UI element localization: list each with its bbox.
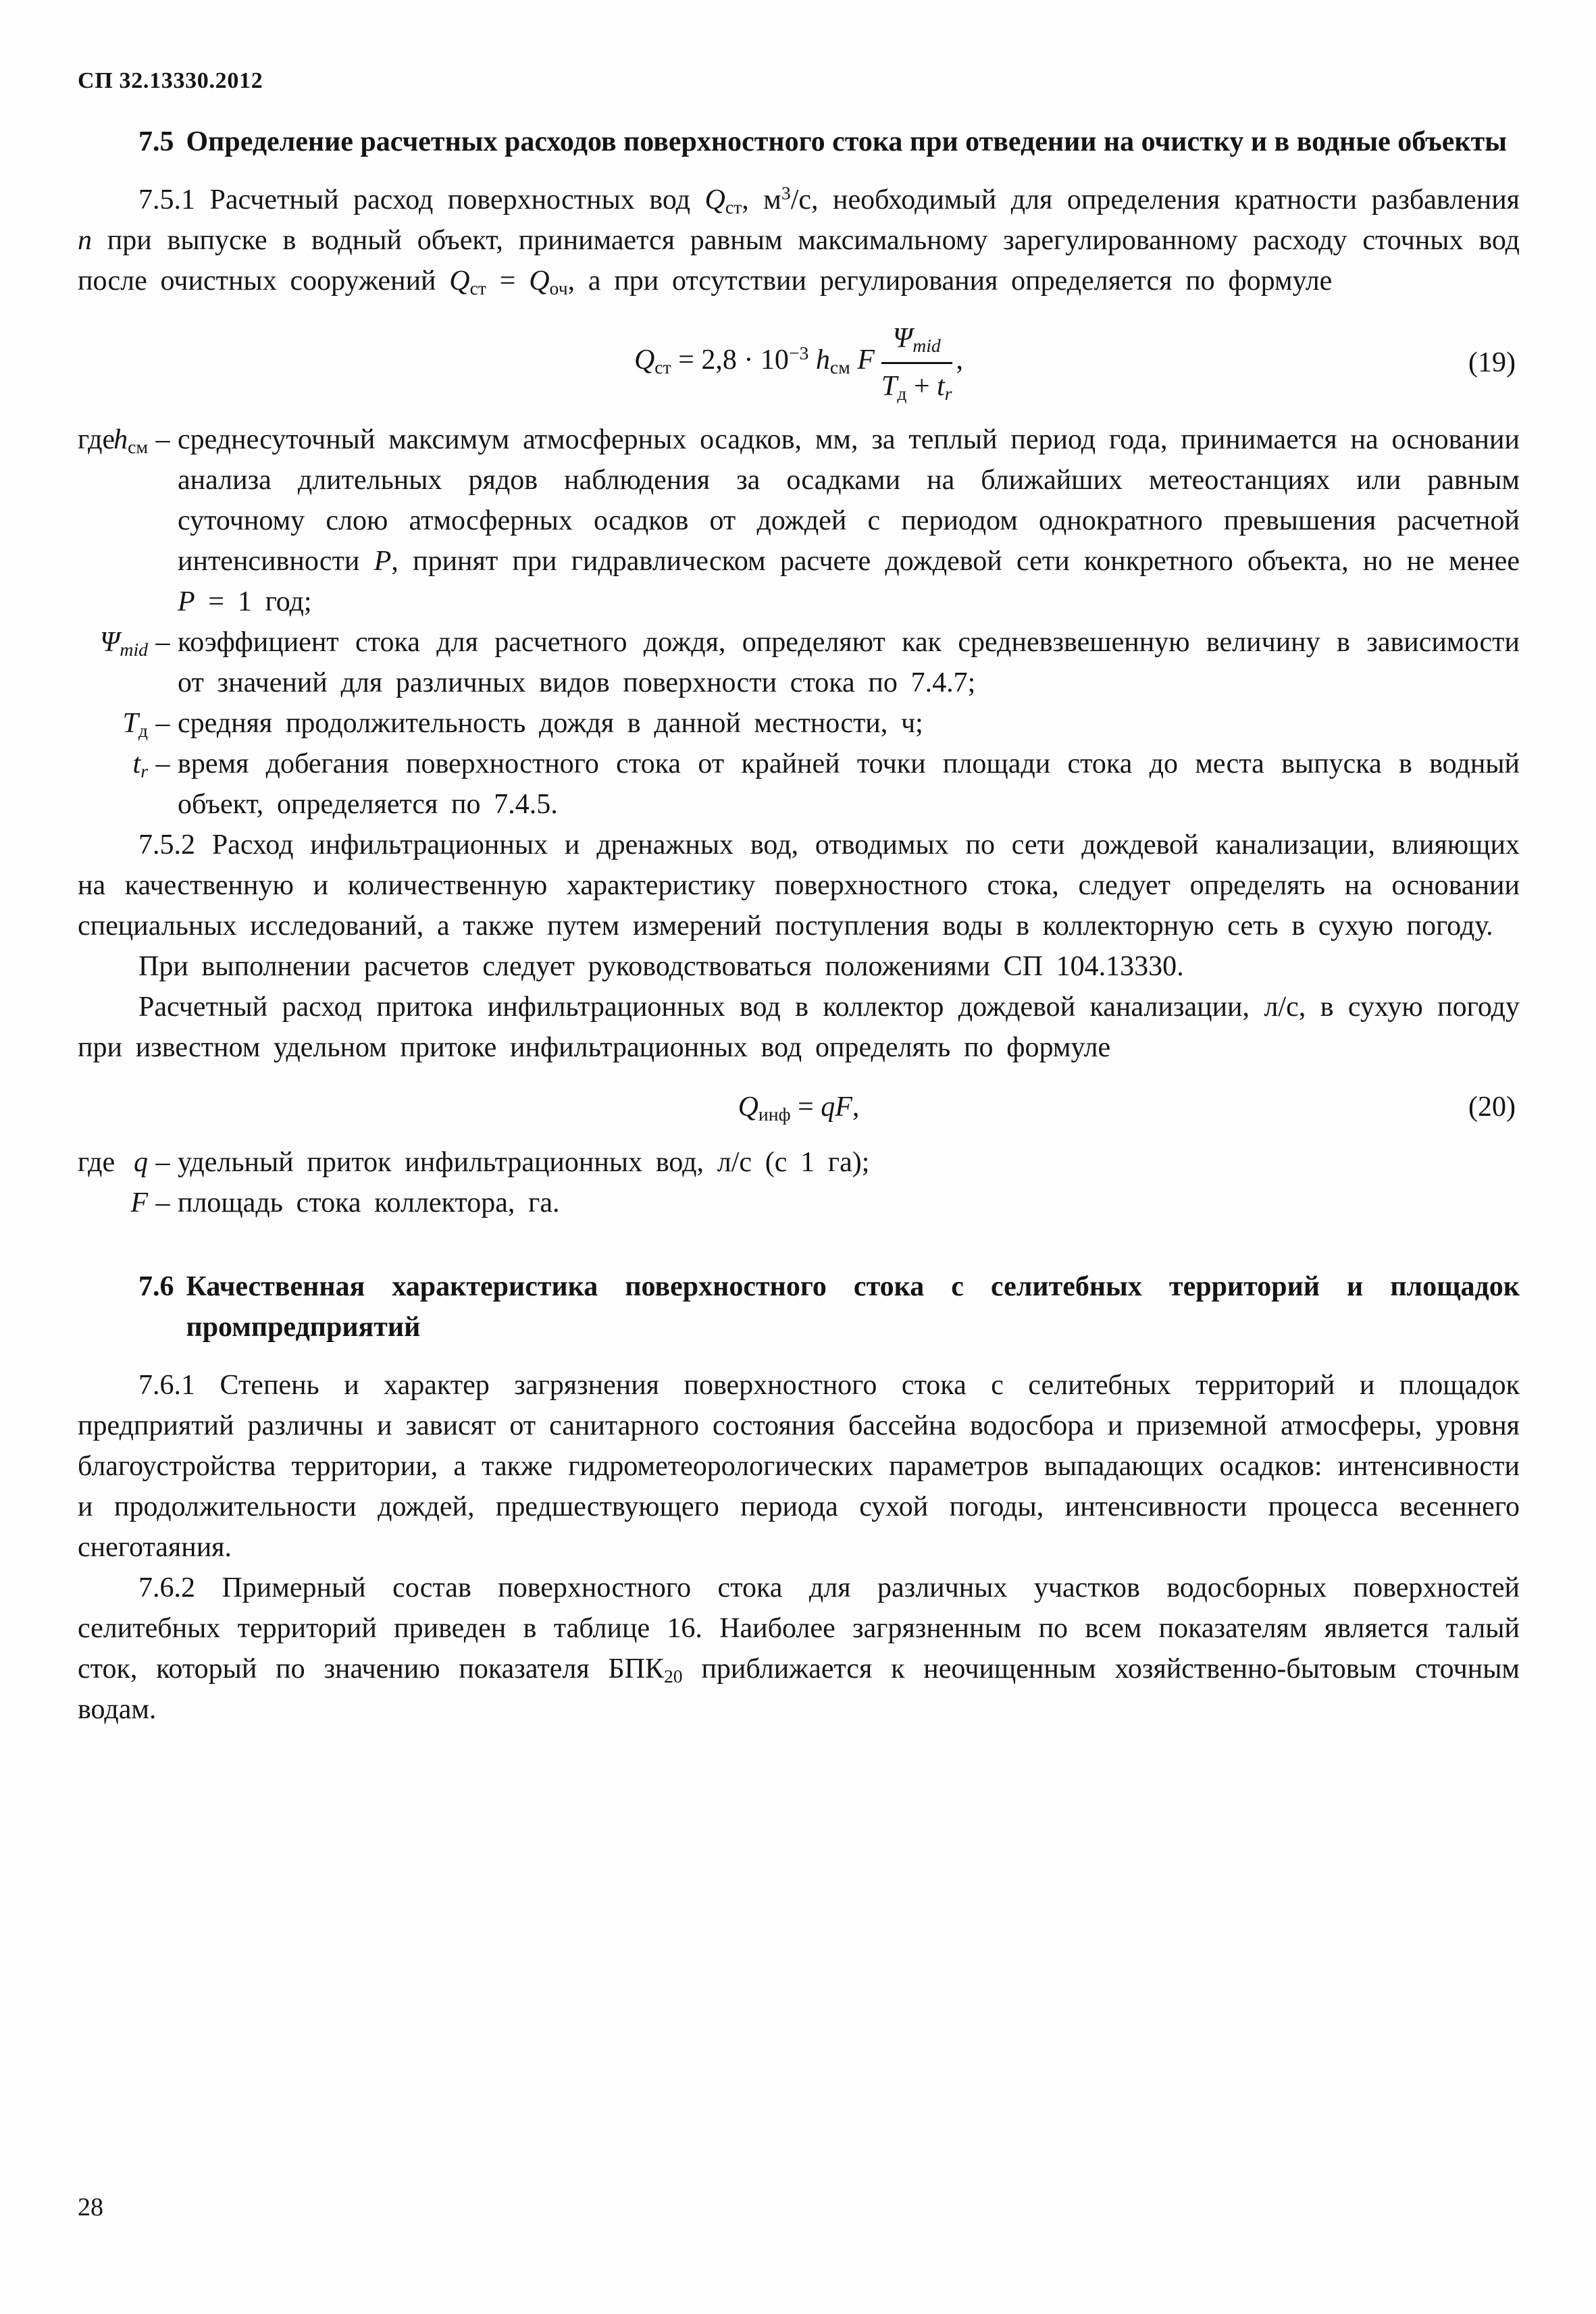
dash: –	[155, 1147, 170, 1178]
formula-20-expression: Qинф = qF,	[738, 1091, 860, 1125]
section-7-6-title: Качественная характеристика поверхностного стока с селитебных территорий и площадок промпредприятий	[186, 1271, 1520, 1343]
where-list-formula-19	[78, 419, 1520, 825]
section-7-6-heading	[138, 1266, 1520, 1347]
definition-q: удельный приток инфильтрационных вод, л/с (с 1 га);	[178, 1147, 870, 1178]
formula-20	[78, 1087, 1520, 1127]
where-item-psi-mid	[78, 622, 1520, 703]
where-label: где	[78, 1147, 115, 1178]
where-item-q	[78, 1142, 1520, 1183]
formula-19	[78, 320, 1520, 405]
symbol-q: q	[134, 1147, 148, 1178]
document-code: СП 32.13330.2012	[78, 68, 263, 93]
formula-19-lhs: Qст = $2,8 \cdot 10^{-3}$ hсм F	[634, 342, 875, 378]
definition-tr: время добегания поверхностного стока от крайней точки площади стока до места выпуска в водный объект, определяется по 7.4.5.	[178, 748, 1520, 820]
where-item-td	[78, 703, 1520, 744]
formula-19-fraction	[881, 320, 952, 405]
symbol-f: F	[130, 1187, 148, 1218]
symbol-tr: tr	[132, 748, 148, 781]
where-label: где	[78, 424, 115, 455]
where-item-tr	[78, 744, 1520, 825]
definition-td: средняя продолжительность дождя в данной местности, ч;	[178, 708, 923, 739]
paragraph-7-5-2: 7.5.2 Расход инфильтрационных и дренажных вод, отводимых по сети дождевой канализации, влияющих на качественную и количественную характеристику поверхностного стока, следует определять на основании специальных исследований, а также путем измерений поступления воды в коллекторную сеть в сухую погоду.	[78, 829, 1520, 942]
definition-psi-mid: коэффициент стока для расчетного дождя, определяют как средневзвешенную величину в зависимости от значений для различных видов поверхности стока по 7.4.7;	[178, 627, 1520, 698]
symbol-psi-mid: Ψmid	[99, 627, 148, 660]
paragraph-7-5-1: 7.5.1 Расчетный расход поверхностных вод Qст, $м^3/с$, необходимый для определения кратности разбавления n при выпуске в водный объект, принимается равным максимальному зарегулированному расходу сточных вод после очистных сооружений Qст = Qоч, а при отсутствии регулирования определяется по формуле	[78, 182, 1520, 299]
where-list-formula-20	[78, 1142, 1520, 1223]
symbol-hcm: hсм	[113, 424, 148, 457]
formula-19-denominator: Tд + tr	[881, 371, 952, 404]
where-item-hcm	[78, 419, 1520, 622]
definition-f: площадь стока коллектора, га.	[178, 1187, 560, 1218]
definition-hcm: среднесуточный максимум атмосферных осадков, мм, за теплый период года, принимается на основании анализа длительных рядов наблюдения за осадками на ближайших метеостанциях или равным суточному слою атмосферных осадков от дождей с периодом однократного превышения расчетной интенсивности P, принят при гидравлическом расчете дождевой сети конкретного объекта, но не менее P = 1 год;	[178, 424, 1520, 617]
formula-19-number: (19)	[1468, 346, 1516, 378]
formula-20-number: (20)	[1468, 1091, 1516, 1123]
formula-19-expression	[634, 320, 963, 405]
paragraph-infiltration: Расчетный расход притока инфильтрационных вод в коллектор дождевой канализации, л/с, в сухую погоду при известном удельном притоке инфильтрационных вод определять по формуле	[78, 992, 1520, 1063]
section-7-5-number: 7.5	[138, 126, 174, 157]
section-7-5-heading	[138, 122, 1520, 162]
paragraph-7-6-1: 7.6.1 Степень и характер загрязнения поверхностного стока с селитебных территорий и площадок предприятий различны и зависят от санитарного состояния бассейна водосбора и приземной атмосферы, уровня благоустройства территории, а также гидрометеорологических параметров выпадающих осадков: интенсивности и продолжительности дождей, предшествующего периода сухой погоды, интенсивности процесса весеннего снеготаяния.	[78, 1370, 1520, 1563]
formula-19-tail: ,	[956, 344, 964, 376]
dash: –	[155, 424, 170, 455]
paragraph-7-6-2: 7.6.2 Примерный состав поверхностного стока для различных участков водосборных поверхностей селитебных территорий приведен в таблице 16. Наиболее загрязненным по всем показателям является талый сток, который по значению показателя БПК20 приближается к неочищенным хозяйственно-бытовым сточным водам.	[78, 1572, 1520, 1725]
symbol-td: Tд	[122, 708, 148, 741]
section-7-6-number: 7.6	[138, 1271, 174, 1302]
page-number: 28	[78, 2193, 103, 2221]
dash: –	[155, 708, 170, 739]
dash: –	[155, 627, 170, 658]
paragraph-sp-104: При выполнении расчетов следует руководствоваться положениями СП 104.13330.	[138, 951, 1184, 982]
formula-19-numerator: Ψmid	[881, 320, 952, 364]
dash: –	[155, 748, 170, 779]
dash: –	[155, 1187, 170, 1218]
section-7-5-title: Определение расчетных расходов поверхностного стока при отведении на очистку и в водные объекты	[186, 126, 1508, 157]
where-item-f	[78, 1183, 1520, 1223]
